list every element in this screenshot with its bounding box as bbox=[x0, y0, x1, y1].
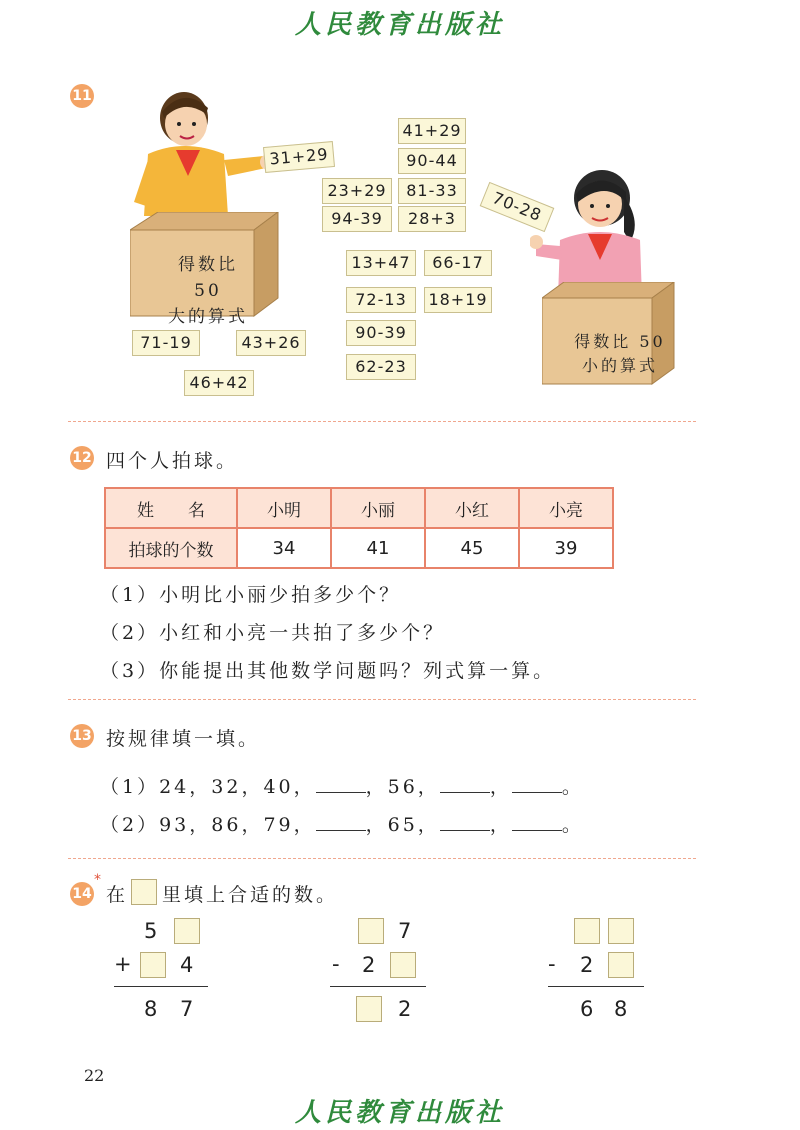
card-center-11: 90-39 bbox=[346, 320, 416, 346]
card-center-9: 72-13 bbox=[346, 287, 416, 313]
p3-box-mid[interactable] bbox=[608, 952, 634, 978]
header-xiaoli: 小丽 bbox=[331, 488, 425, 528]
p1-box-mid[interactable] bbox=[140, 952, 166, 978]
seq2-blank-3[interactable] bbox=[512, 812, 562, 831]
p3-res-digit-1: 6 bbox=[580, 997, 594, 1021]
q14-title-pre: 在 bbox=[106, 884, 129, 906]
table-header-row bbox=[105, 488, 613, 528]
publisher-logo-top: 人民教育出版社 bbox=[294, 10, 505, 40]
seq1-label: （1） bbox=[100, 776, 160, 798]
box-left-label bbox=[164, 252, 252, 330]
card-boy: 31+29 bbox=[263, 141, 335, 173]
p3-mid-digit: 2 bbox=[580, 953, 594, 977]
p3-line bbox=[548, 986, 644, 987]
card-center-5: 94-39 bbox=[322, 206, 392, 232]
p2-operator: - bbox=[332, 952, 340, 976]
row-label: 拍球的个数 bbox=[105, 528, 237, 568]
p3-operator: - bbox=[548, 952, 556, 976]
card-center-8: 66-17 bbox=[424, 250, 492, 276]
seq1-part3: ， bbox=[489, 776, 512, 798]
header-xiaohong: 小红 bbox=[425, 488, 519, 528]
q13-sequence-2 bbox=[100, 810, 584, 837]
p3-box-top-2[interactable] bbox=[608, 918, 634, 944]
seq2-end: 。 bbox=[561, 814, 584, 836]
question-number-14: 14 bbox=[70, 882, 94, 906]
seq2-part1: 93，86，79， bbox=[159, 814, 316, 836]
box-right-label bbox=[572, 330, 668, 378]
p1-res-digit-2: 7 bbox=[180, 997, 194, 1021]
card-center-10: 18+19 bbox=[424, 287, 492, 313]
divider-2 bbox=[68, 699, 696, 700]
card-left-2: 43+26 bbox=[236, 330, 306, 356]
value-xiaohong: 45 bbox=[425, 528, 519, 568]
header-name: 姓 名 bbox=[105, 488, 237, 528]
divider-3 bbox=[68, 858, 696, 859]
p1-res-digit-1: 8 bbox=[144, 997, 158, 1021]
seq1-blank-1[interactable] bbox=[316, 774, 366, 793]
p2-box-top[interactable] bbox=[358, 918, 384, 944]
q13-sequence-1 bbox=[100, 772, 584, 799]
value-xiaoliang: 39 bbox=[519, 528, 613, 568]
table-row bbox=[105, 528, 613, 568]
q12-title: 四个人拍球。 bbox=[106, 450, 239, 472]
p1-operator: + bbox=[114, 952, 132, 976]
p2-line bbox=[330, 986, 426, 987]
p2-box-mid[interactable] bbox=[390, 952, 416, 978]
q12-question-2: （2）小红和小亮一共拍了多少个？ bbox=[100, 622, 446, 644]
p3-box-top-1[interactable] bbox=[574, 918, 600, 944]
question-number-13: 13 bbox=[70, 724, 94, 748]
seq1-part1: 24，32，40， bbox=[159, 776, 316, 798]
p1-mid-digit: 4 bbox=[180, 953, 194, 977]
q14-title-box bbox=[131, 879, 157, 905]
q12-question-3: （3）你能提出其他数学问题吗？列式算一算。 bbox=[100, 660, 556, 682]
p2-top-digit: 7 bbox=[398, 919, 412, 943]
q12-question-1: （1）小明比小丽少拍多少个？ bbox=[100, 584, 402, 606]
seq2-part2: ，65， bbox=[365, 814, 440, 836]
card-center-4: 81-33 bbox=[398, 178, 466, 204]
p1-line bbox=[114, 986, 208, 987]
question-number-11: 11 bbox=[70, 84, 94, 108]
page-number: 22 bbox=[84, 1066, 105, 1085]
p2-box-res[interactable] bbox=[356, 996, 382, 1022]
box-right-label-line1: 得数比 50 bbox=[574, 332, 666, 351]
p2-res-digit: 2 bbox=[398, 997, 412, 1021]
box-right-label-line2: 小的算式 bbox=[581, 356, 658, 375]
p1-top-digit: 5 bbox=[144, 919, 158, 943]
header-xiaoliang: 小亮 bbox=[519, 488, 613, 528]
seq2-label: （2） bbox=[100, 814, 160, 836]
q14-star: * bbox=[94, 872, 101, 888]
seq1-blank-3[interactable] bbox=[512, 774, 562, 793]
card-center-12: 62-23 bbox=[346, 354, 416, 380]
header-xiaoming: 小明 bbox=[237, 488, 331, 528]
seq2-blank-1[interactable] bbox=[316, 812, 366, 831]
seq1-part2: ，56， bbox=[365, 776, 440, 798]
card-center-1: 41+29 bbox=[398, 118, 466, 144]
card-left-3: 46+42 bbox=[184, 370, 254, 396]
value-xiaoli: 41 bbox=[331, 528, 425, 568]
card-left-1: 71-19 bbox=[132, 330, 200, 356]
q13-title: 按规律填一填。 bbox=[106, 728, 261, 750]
card-center-2: 90-44 bbox=[398, 148, 466, 174]
pat-ball-table bbox=[104, 487, 614, 569]
card-center-3: 23+29 bbox=[322, 178, 392, 204]
value-xiaoming: 34 bbox=[237, 528, 331, 568]
seq2-part3: ， bbox=[489, 814, 512, 836]
question-number-12: 12 bbox=[70, 446, 94, 470]
q14-title-post: 里填上合适的数。 bbox=[162, 884, 339, 906]
divider-1 bbox=[68, 421, 696, 422]
card-center-7: 13+47 bbox=[346, 250, 416, 276]
box-left-label-line1: 得数比 50 bbox=[178, 255, 238, 301]
publisher-logo-bottom: 人民教育出版社 bbox=[294, 1098, 505, 1128]
seq2-blank-2[interactable] bbox=[440, 812, 490, 831]
box-left-label-line2: 大的算式 bbox=[168, 307, 248, 327]
girl-illustration bbox=[530, 162, 660, 302]
seq1-blank-2[interactable] bbox=[440, 774, 490, 793]
p1-box-top[interactable] bbox=[174, 918, 200, 944]
seq1-end: 。 bbox=[561, 776, 584, 798]
p3-res-digit-2: 8 bbox=[614, 997, 628, 1021]
card-center-6: 28+3 bbox=[398, 206, 466, 232]
card-girl: 70-28 bbox=[480, 182, 555, 232]
p2-mid-digit: 2 bbox=[362, 953, 376, 977]
